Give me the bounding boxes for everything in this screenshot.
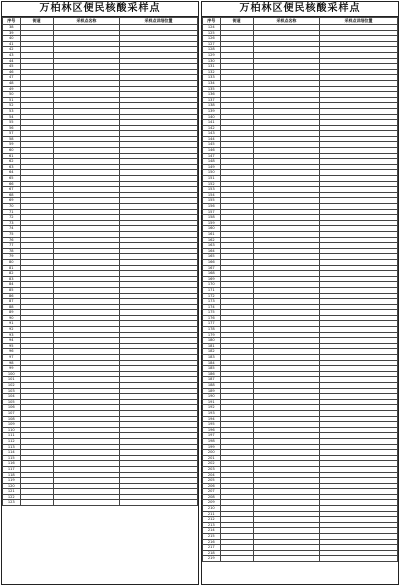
row-index: 137 <box>203 97 221 103</box>
row-index: 150 <box>203 170 221 176</box>
row-index: 79 <box>3 254 21 260</box>
row-index: 73 <box>3 220 21 226</box>
right-table-title: 万柏林区便民核酸采样点 <box>202 2 398 17</box>
row-index: 141 <box>203 120 221 126</box>
row-index: 207 <box>203 489 221 495</box>
row-index: 54 <box>3 114 21 120</box>
row-index: 205 <box>203 478 221 484</box>
row-index: 218 <box>203 550 221 556</box>
row-index: 217 <box>203 545 221 551</box>
row-index: 173 <box>203 299 221 305</box>
row-index: 86 <box>3 293 21 299</box>
row-index: 146 <box>203 148 221 154</box>
header-site-name: 采样点名称 <box>53 18 119 25</box>
row-index: 70 <box>3 204 21 210</box>
header-street: 街道 <box>220 18 253 25</box>
row-index: 160 <box>203 226 221 232</box>
row-index: 120 <box>3 483 21 489</box>
row-index: 151 <box>203 176 221 182</box>
row-index: 117 <box>3 466 21 472</box>
row-index: 134 <box>203 80 221 86</box>
row-index: 85 <box>3 287 21 293</box>
row-index: 89 <box>3 310 21 316</box>
header-street: 街道 <box>20 18 53 25</box>
row-index: 115 <box>3 455 21 461</box>
row-index: 164 <box>203 248 221 254</box>
row-index: 121 <box>3 489 21 495</box>
row-index: 208 <box>203 494 221 500</box>
row-index: 60 <box>3 148 21 154</box>
row-index: 161 <box>203 231 221 237</box>
row-index: 56 <box>3 125 21 131</box>
row-index: 181 <box>203 343 221 349</box>
row-index: 152 <box>203 181 221 187</box>
row-index: 200 <box>203 450 221 456</box>
row-index: 126 <box>203 36 221 42</box>
row-index: 113 <box>3 444 21 450</box>
row-index: 109 <box>3 422 21 428</box>
row-index: 159 <box>203 220 221 226</box>
row-index: 203 <box>203 466 221 472</box>
row-index: 39 <box>3 30 21 36</box>
row-index: 52 <box>3 103 21 109</box>
row-index: 199 <box>203 444 221 450</box>
row-index: 180 <box>203 338 221 344</box>
row-index: 41 <box>3 41 21 47</box>
row-index: 201 <box>203 455 221 461</box>
row-index: 96 <box>3 349 21 355</box>
row-index: 72 <box>3 215 21 221</box>
row-index: 172 <box>203 293 221 299</box>
row-index: 182 <box>203 349 221 355</box>
row-index: 147 <box>203 153 221 159</box>
row-street <box>220 556 253 562</box>
row-index: 191 <box>203 399 221 405</box>
row-index: 163 <box>203 243 221 249</box>
row-index: 95 <box>3 343 21 349</box>
row-index: 178 <box>203 327 221 333</box>
row-index: 87 <box>3 299 21 305</box>
right-sampling-table <box>202 17 398 562</box>
left-sampling-table <box>2 17 198 506</box>
right-header-row <box>203 18 398 25</box>
row-index: 179 <box>203 332 221 338</box>
row-index: 216 <box>203 539 221 545</box>
row-index: 192 <box>203 405 221 411</box>
row-index: 98 <box>3 360 21 366</box>
table-row <box>203 556 398 562</box>
row-index: 196 <box>203 427 221 433</box>
row-index: 131 <box>203 64 221 70</box>
row-index: 53 <box>3 108 21 114</box>
row-site-address <box>119 500 197 506</box>
row-index: 174 <box>203 304 221 310</box>
row-index: 58 <box>3 136 21 142</box>
row-index: 45 <box>3 64 21 70</box>
row-index: 40 <box>3 36 21 42</box>
row-index: 67 <box>3 187 21 193</box>
row-index: 43 <box>3 52 21 58</box>
row-index: 155 <box>203 198 221 204</box>
right-table-panel <box>201 1 399 585</box>
row-index: 138 <box>203 103 221 109</box>
row-index: 57 <box>3 131 21 137</box>
row-index: 76 <box>3 237 21 243</box>
row-index: 143 <box>203 131 221 137</box>
row-index: 144 <box>203 136 221 142</box>
row-index: 94 <box>3 338 21 344</box>
row-index: 62 <box>3 159 21 165</box>
row-index: 118 <box>3 472 21 478</box>
row-index: 187 <box>203 377 221 383</box>
row-index: 123 <box>3 500 21 506</box>
row-index: 78 <box>3 248 21 254</box>
row-index: 195 <box>203 422 221 428</box>
row-index: 93 <box>3 332 21 338</box>
left-table-body <box>3 25 198 506</box>
row-index: 42 <box>3 47 21 53</box>
row-index: 91 <box>3 321 21 327</box>
row-index: 65 <box>3 176 21 182</box>
row-index: 38 <box>3 25 21 31</box>
row-index: 136 <box>203 92 221 98</box>
row-index: 127 <box>203 41 221 47</box>
row-index: 212 <box>203 517 221 523</box>
row-index: 111 <box>3 433 21 439</box>
row-index: 185 <box>203 366 221 372</box>
row-index: 219 <box>203 556 221 562</box>
row-index: 156 <box>203 204 221 210</box>
row-index: 105 <box>3 399 21 405</box>
row-index: 116 <box>3 461 21 467</box>
row-index: 213 <box>203 522 221 528</box>
row-index: 188 <box>203 383 221 389</box>
row-index: 119 <box>3 478 21 484</box>
row-index: 49 <box>3 86 21 92</box>
row-index: 92 <box>3 327 21 333</box>
row-site-name <box>53 500 119 506</box>
header-site-address: 采样点详细位置 <box>119 18 197 25</box>
row-index: 128 <box>203 47 221 53</box>
row-index: 75 <box>3 231 21 237</box>
row-index: 171 <box>203 287 221 293</box>
header-index: 序号 <box>3 18 21 25</box>
row-index: 177 <box>203 321 221 327</box>
row-index: 51 <box>3 97 21 103</box>
left-table-panel <box>1 1 199 585</box>
row-index: 206 <box>203 483 221 489</box>
row-index: 145 <box>203 142 221 148</box>
header-index: 序号 <box>203 18 221 25</box>
row-index: 142 <box>203 125 221 131</box>
row-index: 63 <box>3 164 21 170</box>
row-index: 110 <box>3 427 21 433</box>
row-index: 214 <box>203 528 221 534</box>
table-row <box>3 500 198 506</box>
row-index: 170 <box>203 282 221 288</box>
row-index: 198 <box>203 438 221 444</box>
row-index: 61 <box>3 153 21 159</box>
row-index: 102 <box>3 383 21 389</box>
row-street <box>20 500 53 506</box>
row-index: 157 <box>203 209 221 215</box>
row-index: 202 <box>203 461 221 467</box>
row-index: 139 <box>203 108 221 114</box>
row-index: 108 <box>3 416 21 422</box>
header-site-name: 采样点名称 <box>253 18 319 25</box>
row-index: 194 <box>203 416 221 422</box>
row-index: 77 <box>3 243 21 249</box>
row-index: 132 <box>203 69 221 75</box>
row-index: 135 <box>203 86 221 92</box>
row-index: 44 <box>3 58 21 64</box>
row-index: 176 <box>203 315 221 321</box>
row-index: 175 <box>203 310 221 316</box>
row-index: 90 <box>3 315 21 321</box>
row-index: 210 <box>203 506 221 512</box>
row-index: 204 <box>203 472 221 478</box>
row-index: 186 <box>203 371 221 377</box>
left-table-title: 万柏林区便民核酸采样点 <box>2 2 198 17</box>
row-index: 211 <box>203 511 221 517</box>
row-site-address <box>319 556 397 562</box>
row-index: 124 <box>203 25 221 31</box>
row-index: 190 <box>203 394 221 400</box>
row-index: 104 <box>3 394 21 400</box>
right-table-body <box>203 25 398 562</box>
row-index: 130 <box>203 58 221 64</box>
row-index: 153 <box>203 187 221 193</box>
row-index: 107 <box>3 410 21 416</box>
row-index: 133 <box>203 75 221 81</box>
row-index: 215 <box>203 534 221 540</box>
row-index: 197 <box>203 433 221 439</box>
row-index: 66 <box>3 181 21 187</box>
row-index: 59 <box>3 142 21 148</box>
row-index: 83 <box>3 276 21 282</box>
row-index: 64 <box>3 170 21 176</box>
row-index: 154 <box>203 192 221 198</box>
row-index: 84 <box>3 282 21 288</box>
row-index: 125 <box>203 30 221 36</box>
row-index: 97 <box>3 355 21 361</box>
row-index: 81 <box>3 265 21 271</box>
row-index: 166 <box>203 259 221 265</box>
row-index: 209 <box>203 500 221 506</box>
row-index: 68 <box>3 192 21 198</box>
row-index: 69 <box>3 198 21 204</box>
row-index: 165 <box>203 254 221 260</box>
row-index: 88 <box>3 304 21 310</box>
row-index: 103 <box>3 388 21 394</box>
row-index: 100 <box>3 371 21 377</box>
row-index: 112 <box>3 438 21 444</box>
row-index: 129 <box>203 52 221 58</box>
left-header-row <box>3 18 198 25</box>
row-index: 149 <box>203 164 221 170</box>
row-index: 162 <box>203 237 221 243</box>
row-index: 74 <box>3 226 21 232</box>
row-index: 50 <box>3 92 21 98</box>
row-index: 106 <box>3 405 21 411</box>
row-index: 184 <box>203 360 221 366</box>
row-index: 158 <box>203 215 221 221</box>
row-index: 99 <box>3 366 21 372</box>
row-index: 140 <box>203 114 221 120</box>
row-index: 114 <box>3 450 21 456</box>
row-index: 189 <box>203 388 221 394</box>
row-index: 71 <box>3 209 21 215</box>
row-index: 47 <box>3 75 21 81</box>
row-index: 46 <box>3 69 21 75</box>
row-index: 183 <box>203 355 221 361</box>
row-index: 55 <box>3 120 21 126</box>
row-index: 80 <box>3 259 21 265</box>
row-index: 101 <box>3 377 21 383</box>
row-index: 167 <box>203 265 221 271</box>
row-index: 169 <box>203 276 221 282</box>
row-index: 48 <box>3 80 21 86</box>
header-site-address: 采样点详细位置 <box>319 18 397 25</box>
row-index: 193 <box>203 410 221 416</box>
row-site-name <box>253 556 319 562</box>
row-index: 82 <box>3 271 21 277</box>
row-index: 168 <box>203 271 221 277</box>
row-index: 148 <box>203 159 221 165</box>
row-index: 122 <box>3 494 21 500</box>
